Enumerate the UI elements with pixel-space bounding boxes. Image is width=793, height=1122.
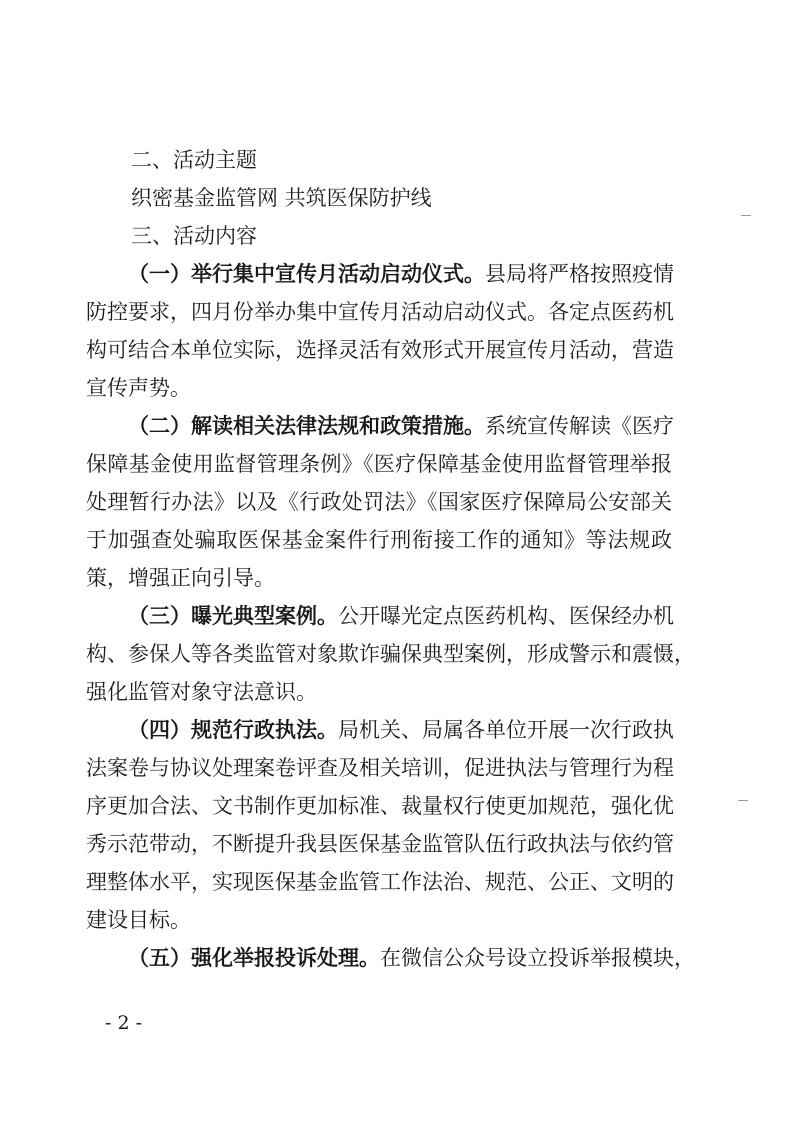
item-5-text: 在微信公众号设立投诉举报模块， xyxy=(380,946,695,970)
scan-mark xyxy=(738,800,748,801)
paragraph-line: 处理暂行办法》以及《行政处罚法》《国家医疗保障局公安部关 xyxy=(86,490,672,514)
item-4-first-line xyxy=(128,716,672,744)
item-3-lead: （三）曝光典型案例。 xyxy=(128,604,338,628)
item-1-lead: （一）举行集中宣传月活动启动仪式。 xyxy=(128,262,485,286)
paragraph-line: 序更加合法、文书制作更加标准、裁量权行使更加规范，强化优 xyxy=(86,794,674,818)
paragraph-line: 策，增强正向引导。 xyxy=(86,566,275,590)
section-2-heading: 二、活动主题 xyxy=(131,148,257,172)
item-2-text: 系统宣传解读《医疗 xyxy=(485,414,674,438)
paragraph-line: 构可结合本单位实际，选择灵活有效形式开展宣传月活动，营造 xyxy=(86,338,674,362)
paragraph-line: 法案卷与协议处理案卷评查及相关培训，促进执法与管理行为程 xyxy=(86,756,674,780)
paragraph-line: 建设目标。 xyxy=(86,908,191,932)
paragraph-line: 保障基金使用监督管理条例》《医疗保障基金使用监督管理举报 xyxy=(86,452,672,476)
paragraph-line: 秀示范带动，不断提升我县医保基金监管队伍行政执法与依约管 xyxy=(86,832,674,856)
paragraph-line: 防控要求，四月份举办集中宣传月活动启动仪式。各定点医药机 xyxy=(86,300,674,324)
page-number: - 2 - xyxy=(105,1012,143,1034)
paragraph-line: 宣传声势。 xyxy=(86,376,191,400)
item-2-first-line xyxy=(128,412,672,440)
item-4-lead: （四）规范行政执法。 xyxy=(128,718,338,742)
paragraph-line: 构、参保人等各类监管对象欺诈骗保典型案例，形成警示和震慑， xyxy=(86,642,695,666)
paragraph-line: 于加强查处骗取医保基金案件行刑衔接工作的通知》等法规政 xyxy=(86,528,672,552)
paragraph-line: 强化监管对象守法意识。 xyxy=(86,680,317,704)
item-3-first-line xyxy=(128,602,672,630)
item-2-lead: （二）解读相关法律法规和政策措施。 xyxy=(128,414,485,438)
section-3-heading: 三、活动内容 xyxy=(131,224,257,248)
item-1-first-line xyxy=(128,260,672,288)
item-5-first-line xyxy=(128,944,695,972)
paragraph-line: 理整体水平，实现医保基金监管工作法治、规范、公正、文明的 xyxy=(86,870,674,894)
item-5-lead: （五）强化举报投诉处理。 xyxy=(128,946,380,970)
item-1-text: 县局将严格按照疫情 xyxy=(485,262,674,286)
item-4-text: 局机关、局属各单位开展一次行政执 xyxy=(338,718,674,742)
item-3-text: 公开曝光定点医药机构、医保经办机 xyxy=(338,604,674,628)
scan-mark xyxy=(741,215,751,216)
activity-theme: 织密基金监管网 共筑医保防护线 xyxy=(131,186,432,210)
